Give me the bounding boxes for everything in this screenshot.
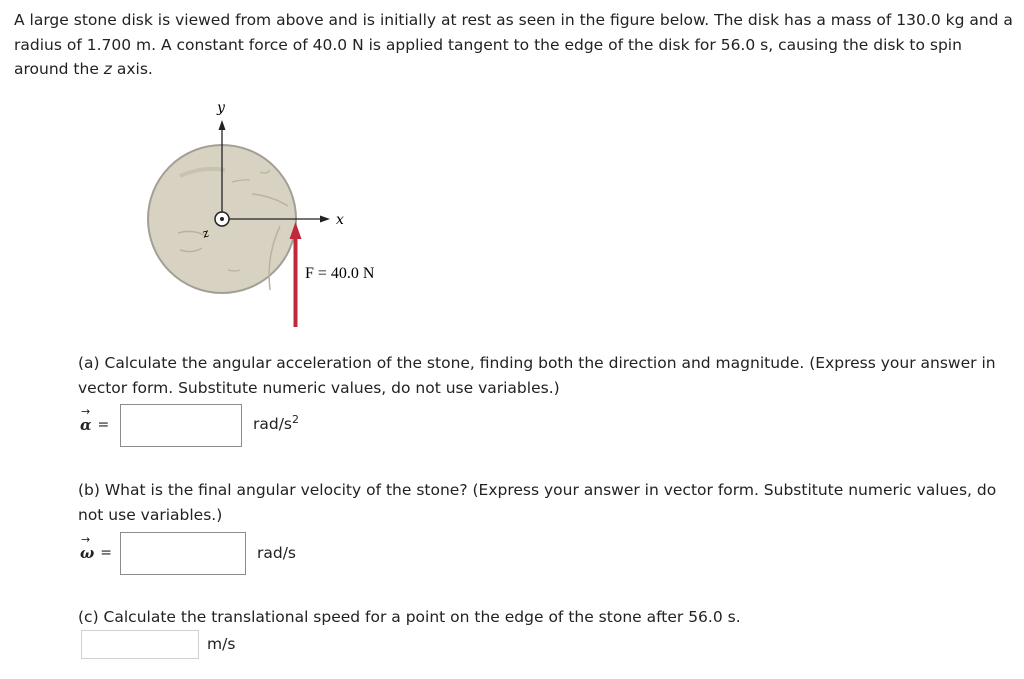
equals-sign: = [97,417,110,433]
translational-speed-input[interactable] [81,630,199,659]
omega-vector-symbol [80,533,120,562]
force-vector-shaft [294,237,298,327]
equals-sign: = [100,545,113,561]
unit-base: rad/s [253,415,293,434]
intro-z-variable: z [103,60,112,78]
intro-text-2: axis. [111,60,153,78]
part-b-question: (b) What is the final angular velocity of the stone? (Express your answer in vector form. Substitute numeric values, do not use variables.) [78,481,997,524]
x-axis-arrowhead [320,216,330,223]
angular-velocity-input[interactable] [120,532,246,575]
part-b-answer-row [80,530,296,576]
x-axis-label: x [336,212,344,228]
y-axis-arrowhead [219,120,226,130]
alpha-symbol: α [80,416,92,434]
force-label: F = 40.0 N [305,265,375,282]
part-a-answer-row [80,402,299,448]
problem-intro [14,8,1020,82]
part-c-answer-row [81,628,235,660]
part-a-question: (a) Calculate the angular acceleration of the stone, finding both the direction and magnitude. (Express your answer in vector form. Substitute numeric values, do not use variables.) [78,354,996,397]
alpha-vector-symbol [80,405,120,434]
vector-arrow-icon: → [81,405,91,418]
angular-velocity-unit: rad/s [257,544,297,562]
intro-text-1: A large stone disk is viewed from above and is initially at rest as seen in the figure below. The disk has a mass of 130.0 kg and a radius of 1.700 m. A constant force of 40.0 N is applied tangent to the edge of the disk for 56.0 s, causing the disk to spin around the [14,11,1013,78]
part-c-question: (c) Calculate the translational speed for a point on the edge of the stone after 56.0 s. [78,608,741,626]
angular-acceleration-unit [253,413,299,433]
disk-figure [140,98,402,336]
omega-symbol: ω [80,544,95,562]
translational-speed-unit: m/s [207,635,236,653]
vector-arrow-icon: → [81,533,91,546]
z-axis-dot-icon [220,217,224,221]
disk-figure-svg [140,98,402,336]
z-axis-label: z [200,225,211,241]
unit-exponent: 2 [292,412,300,426]
angular-acceleration-input[interactable] [120,404,242,447]
y-axis-label: y [217,100,225,116]
